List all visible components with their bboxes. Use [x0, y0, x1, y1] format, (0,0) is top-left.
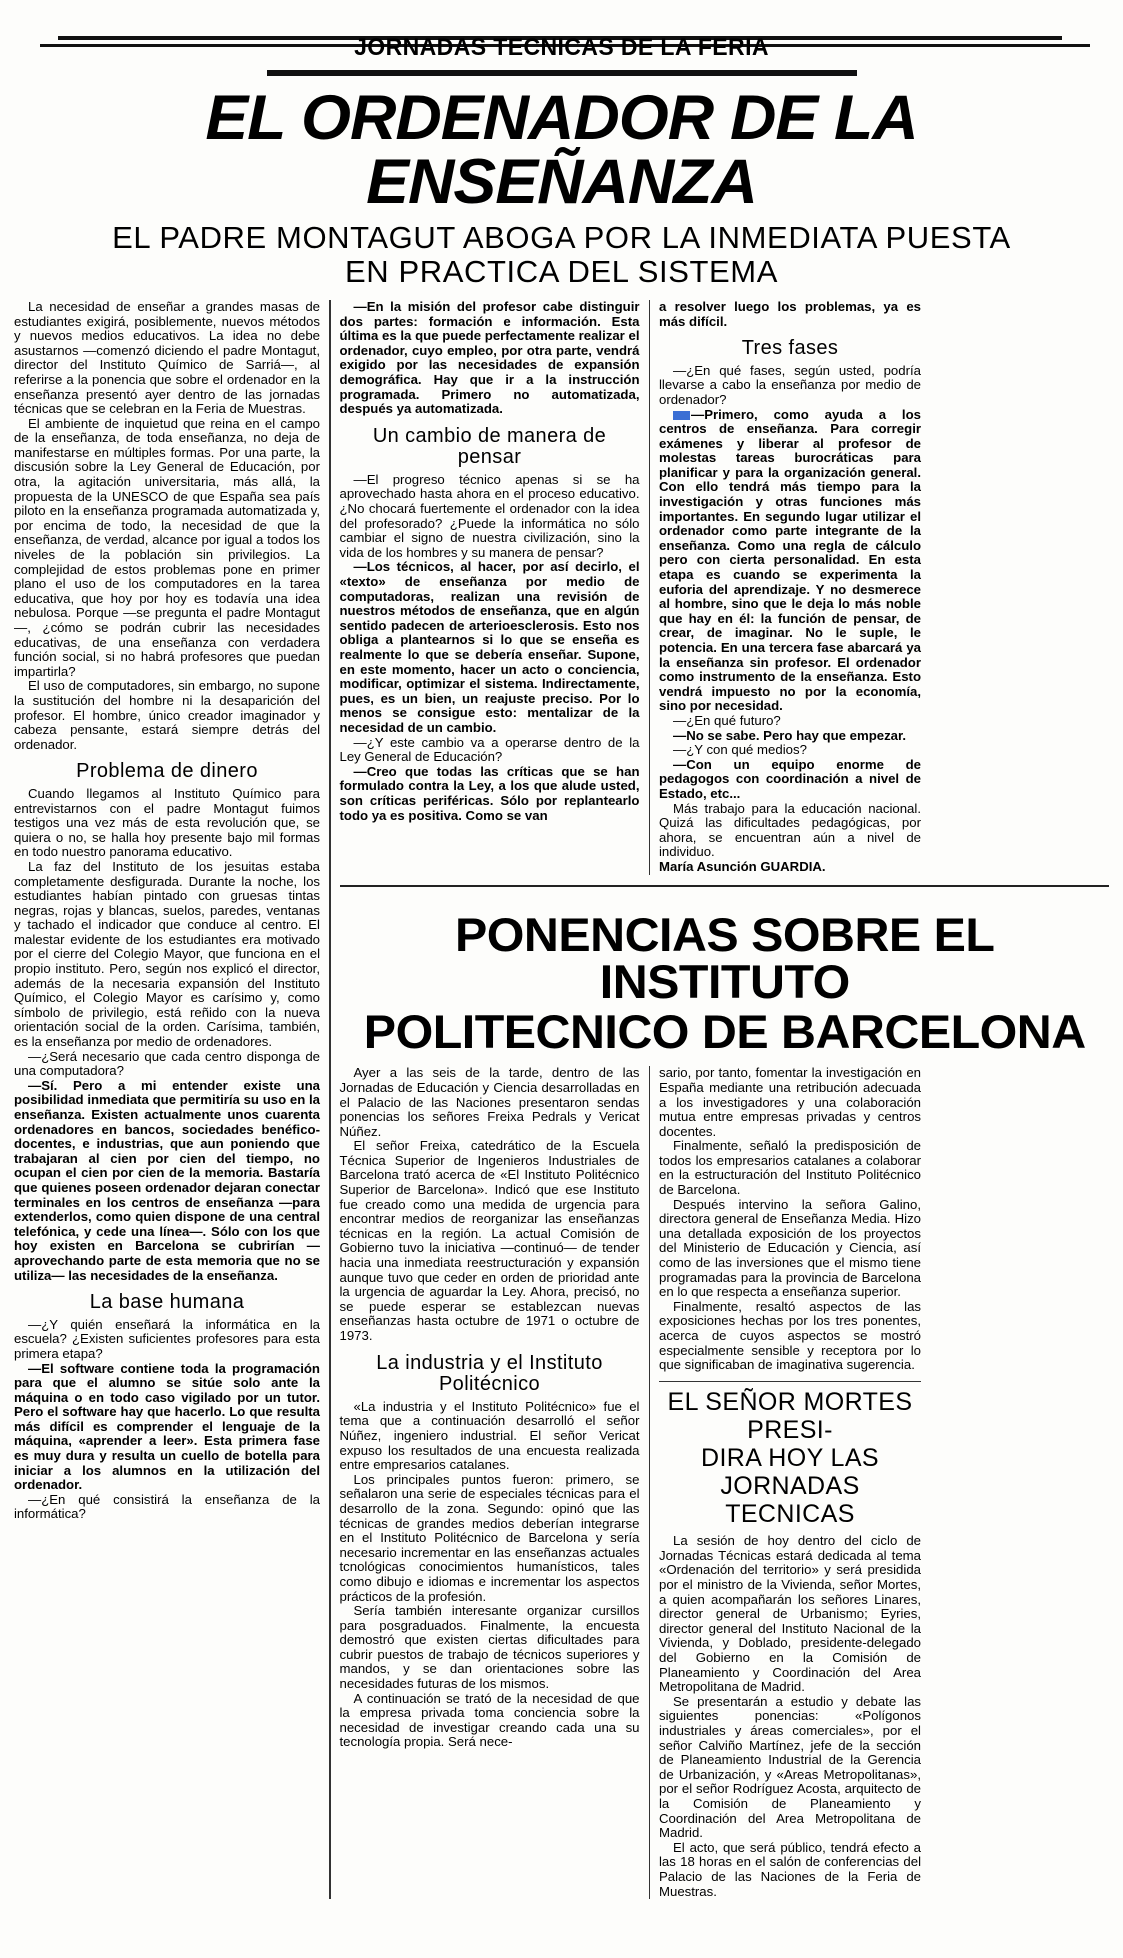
- para-a2b-p4: Finalmente, resaltó aspectos de las exposiciones hechas por los tres ponentes, acerca de cuyos aspectos se mostró especialmente sensible y receptora por lo que significaban de imaginativa sugerencia.: [659, 1298, 921, 1373]
- column-2: [340, 300, 640, 875]
- answer-c3-a8: —Con un equipo enorme de pedagogos con coordinación a nivel de Estado, etc...: [659, 756, 921, 801]
- column-rule-1: [329, 300, 331, 1899]
- para-a3-p2: Se presentarán a estudio y debate las siguientes ponencias: «Polígonos industriales y áreas comerciales», por el señor Calviño Martínez, jefe de la sección de Planeamiento Industrial de la Gerencia de Urbanización, y «Areas Metropolitanas», por el señor Rodríguez Acosta, arquitecto de la Comisión de Planeamiento y Coordinación del Area Metropolitana de Madrid.: [659, 1693, 921, 1841]
- kicker-headline: JORNADAS TECNICAS DE LA FERIA: [354, 34, 769, 61]
- para-c1-p2: El ambiente de inquietud que reina en el campo de la enseñanza, de toda enseñanza, no deja de manifestarse en múltiples formas. Por una parte, la discusión sobre la Ley General de Educación, por otra, la agitación universitaria, más allá, la propuesta de la UNESCO de que España sea país piloto en la enseñanza programada automatizada y, por encima de todo, la necesidad de que la enseñanza, de verdad, alcance por igual a todos los niveles de la población sin privilegios. La complejidad de estos problemas pone en primer plano el uso de los computadores en la tarea educativa, que hoy por hoy es todavía una idea nebulosa. Porque —se pregunta el padre Montagut—, ¿cómo se podrán cubrir las necesidades educativas, de una enseñanza con verdadera función social, si no habrá profesores que puedan impartirla?: [14, 415, 320, 679]
- para-a2b-p2: Finalmente, señaló la predisposición de todos los empresarios catalanes a colaborar en la estructuración del Instituto Politécnico de Barcelona.: [659, 1138, 921, 1198]
- column-rule-2: [649, 300, 651, 875]
- article2-headline-line-2: POLITECNICO DE BARCELONA: [363, 1005, 1086, 1059]
- question-c1-q3: —¿En qué consistirá la enseñanza de la informática?: [14, 1491, 320, 1522]
- answer-c2-a3: —En la misión del profesor cabe distinguir dos partes: formación e información. Esta última es la que puede perfectamente realizar el ordenador, cuyo empleo, por otra parte, vendrá exigido por las necesidades de expansión demográfica. Hay que ir a la instrucción programada. Primero no automatizada, después ya automatizada.: [339, 298, 640, 417]
- column-3: [659, 300, 921, 875]
- para-a3-p3: El acto, que será público, tendrá efecto a las 18 horas en el salón de conferencias del Palacio de las Naciones de la Feria de Muestras.: [659, 1839, 921, 1899]
- main-headline: EL ORDENADOR DE LA ENSEÑANZA: [205, 83, 918, 218]
- article3-headline-block: [659, 1388, 921, 1528]
- newspaper-page: [0, 34, 1123, 1958]
- article2-headline-block: [340, 895, 1110, 1059]
- heading-tres-fases: Tres fases: [741, 337, 839, 360]
- question-c3-q7: —¿En qué futuro?: [673, 712, 781, 728]
- heading-problema-de-dinero: Problema de dinero: [76, 760, 258, 783]
- question-c1-q2: —¿Y quién enseñará la informática en la escuela? ¿Existen suficientes profesores para esta primera etapa?: [14, 1316, 320, 1361]
- subhead-line-2: EN PRACTICA DEL SISTEMA: [345, 254, 778, 290]
- answer-c3-a5-cont: a resolver luego los problemas, ya es más difícil.: [659, 298, 921, 329]
- answer-c1-a2: —El software contiene toda la programación para que el alumno se sitúe solo ante la máquina o en todo caso vigilado por un tutor. Pero el software hay que hacerlo. Lo que resulta más difícil es comprender el lenguaje de la máquina, «aprender a leer». Esta primera fase es muy dura y resulta un cuello de botella para iniciar a los alumnos en la utilización del ordenador.: [14, 1360, 320, 1493]
- heading-un-cambio-de-manera-de-pensar: Un cambio de manera de pensar: [372, 424, 607, 469]
- article2-headline-line-1: PONENCIAS SOBRE EL INSTITUTO: [454, 907, 994, 1009]
- para-a2a-p4: Los principales puntos fueron: primero, se señalaron una serie de especiales técnicas para el desarrollo de la zona. Segundo: opinó que las técnicas de grandes medios deberían integrarse en el Instituto Politécnico de Barcelona y sería necesario incrementar en las enseñanzas actuales tcnológicas conocimientos humanísticos, tales como dibujo e idiomas e incrementar los aspectos prácticos de la profesión.: [339, 1471, 640, 1604]
- para-a2a-p5: Sería también interesante organizar cursillos para posgraduados. Finalmente, la encuesta demostró que existen ciertas dificultades para cubrir puestos de trabajo de técnicos superiores y mandos, y se dan orientaciones sobre las necesidades futuras de los mismos.: [339, 1603, 640, 1692]
- para-c1-p1: La necesidad de enseñar a grandes masas de estudiantes exigirá, posiblemente, nuevos métodos y nuevos medios educativos. La idea no debe asustarnos —comenzó diciendo el padre Montagut, director del Instituto Químico de Sarriá—, al referirse a la ponencia que sobre el ordenador en la enseñanza presentó ayer dentro de las jornadas técnicas que se celebran en la Feria de Muestras.: [14, 298, 320, 417]
- blue-highlight-mark: [673, 411, 690, 420]
- question-c2-q4: —El progreso técnico apenas si se ha aprovechado hasta ahora en el proceso educativo. ¿No chocará fuertemente el ordenador con la idea del profesorado? ¿Puede la informática no sólo cambiar el signo de nuestra civilización, sino la vida de los hombres y su manera de pensar?: [339, 471, 640, 560]
- kicker-rule: [267, 70, 857, 76]
- question-c3-q6: —¿En qué fases, según usted, podría llevarse a cabo la enseñanza por medio de ordenador?: [659, 362, 921, 407]
- para-a2b-p3: Después intervino la señora Galino, directora general de Enseñanza Media. Hizo una detallada exposición de los proyectos del Ministerio de Educación y Ciencia, así como de las inversiones que el mismo tiene programadas para la provincia de Barcelona en lo que respecta a enseñanza superior.: [659, 1196, 921, 1300]
- para-a2a-p1: Ayer a las seis de la tarde, dentro de las Jornadas de Educación y Ciencia desarrolladas en el Palacio de las Naciones presentaron sendas ponencias los señores Freixa Pedrals y Vericat Núñez.: [339, 1065, 640, 1139]
- answer-c2-a5: —Creo que todas las críticas que se han formulado contra la Ley, a los que alude usted, son críticas periféricas. Sólo por replantearlo todo ya es positiva. Como se van: [339, 763, 640, 823]
- question-c2-q5: —¿Y este cambio va a operarse dentro de la Ley General de Educación?: [339, 734, 640, 765]
- byline-guardia: María Asunción GUARDIA.: [659, 858, 826, 874]
- article-divider-1: [340, 885, 1110, 887]
- para-c1-p5: La faz del Instituto de los jesuitas estaba completamente desfigurada. Durante la noche, los estudiantes habían pintado con gruesas tintas negras, rojas y blancas, suelos, paredes, ventanas y tachado el indicador que conduce al centro. El malestar evidente de los estudiantes era motivado por el cierre del Colegio Mayor, que funciona en el propio instituto. Pero, según nos explicó el director, además de la necesaria expansión del Instituto Químico, el Colegio Mayor es carísimo y, como símbolo de privilegio, está reñido con la nueva orientación social de la orden. Carísima, también, es la enseñanza por medio de ordenadores.: [14, 858, 320, 1050]
- heading-industria-instituto: La industria y el Instituto: [376, 1351, 603, 1374]
- column-rule-3: [649, 1066, 651, 1899]
- para-a2a-p2: El señor Freixa, catedrático de la Escuela Técnica Superior de Ingenieros Industriales de Barcelona trató acerca de «El Instituto Politécnico Superior de Barcelona». Indicó que ese Instituto fue creado como una medida de urgencia para encontrar medios de reorganizar las enseñanzas técnicas en la región. La actual Comisión de Gobierno tuvo la iniciativa —continuó— de tender hacia una inmediata reestructuración y expansión aunque tuvo que ceder en orden de prioridad ante la urgencia de aguardar la Ley. Ahora, precisó, no se puede esperar se establezcan nuevas enseñanzas hasta octubre de 1971 o octubre de 1973.: [339, 1138, 640, 1343]
- answer-c3-a7: —No se sabe. Pero hay que empezar.: [673, 727, 907, 743]
- para-a3-p1: La sesión de hoy dentro del ciclo de Jornadas Técnicas estará dedicada al tema «Ordenación del territorio» y será presidida por el ministro de la Vivienda, señor Mortes, a quien acompañarán los señores Linares, director general de Urbanismo; Eyries, director general del Instituto Nacional de la Vivienda, y Doblado, presidente-delegado del Gobierno en la Comisión de Planeamiento y Coordinación del Area Metropolitana de Madrid.: [659, 1533, 921, 1695]
- para-c1-p4: Cuando llegamos al Instituto Químico para entrevistarnos con el padre Montagut fuimos testigos una vez más de esta revolución que, se quiera o no, se halla hoy presente bajo mil formas en todo nuestro panorama educativo.: [14, 785, 320, 860]
- para-a2a-p3: «La industria y el Instituto Politécnico» fue el tema que a continuación desarrolló el señor Núñez, ingeniero industrial. El señor Vericat expuso los resultados de una encuesta realizada entre empresarios catalanes.: [339, 1398, 640, 1473]
- article3-headline-line-1: EL SEÑOR MORTES PRESI-: [667, 1388, 913, 1445]
- article2-column-b: [659, 1066, 921, 1899]
- article2-column-a: [340, 1066, 640, 1899]
- article3-headline-line-2: DIRA HOY LAS JORNADAS: [700, 1444, 880, 1501]
- answer-c3-a6-text: —Primero, como ayuda a los centros de enseñanza. Para corregir exámenes y liberar al profesor de molestas tareas burocráticas para planificar y para la organización general. Con ello tendrá más tiempo para la investigación y otras funciones más importantes. En segundo lugar utilizar el ordenador como parte integrante de la enseñanza. Como una regla de cálculo pero con cierta personalidad. En esta etapa es cuando se experimenta la euforia del aprendizaje. Y no desmerece al hombre, sino que le deja lo más noble que hay en él: la función de pensar, de crear, de imaginar. No le suple, le potencia. En una tercera fase abarcará ya la enseñanza sin profesor. El ordenador como instrumento de la enseñanza. Esto vendrá impuesto no por la economía, sino por necesidad.: [659, 406, 921, 714]
- para-a2a-p6: A continuación se trató de la necesidad de que la empresa privada toma conciencia sobre la necesidad de investigar creando cada una su tecnología propia. Será nece-: [339, 1690, 640, 1750]
- question-c3-q8: —¿Y con qué medios?: [673, 742, 807, 758]
- answer-c3-a6: [659, 408, 921, 714]
- para-a2b-p1: sario, por tanto, fomentar la investigación en España mediante una retribución adecuada a los investigadores y una colaboración mutua entre empresas privadas y centros docentes.: [659, 1065, 921, 1139]
- heading-industria-instituto-2: Politécnico: [438, 1373, 541, 1396]
- article3-headline-line-3: TECNICAS: [725, 1500, 855, 1529]
- heading-la-base-humana: La base humana: [89, 1291, 245, 1314]
- para-c1-p3: El uso de computadores, sin embargo, no supone la sustitución del hombre ni la desaparición del profesor. El hombre, único creador imaginador y cabeza pensante, estará siempre detrás del ordenador.: [14, 678, 320, 752]
- answer-c2-a4: —Los técnicos, al hacer, por así decirlo, el «texto» de enseñanza por medio de computadoras, realizan una revisión de nuestros métodos de enseñanza, que en algún sentido padecen de arterioesclerosis. Esto nos obliga a plantearnos si lo que se enseña es realmente lo que se debería enseñar. Supone, en este momento, hacer un acto o conciencia, modificar, optimizar el sistema. Indirectamente, pues, es un bien, un reajuste preciso. Por lo menos se consigue esto: mentalizar de la necesidad de un cambio.: [339, 559, 640, 735]
- para-c3-end: Más trabajo para la educación nacional. Quizá las dificultades pedagógicas, por ahora, se encuentran aún a nivel de individuo.: [659, 800, 921, 860]
- answer-c1-a1: —Sí. Pero a mi entender existe una posibilidad inmediata que permitiría su uso en la enseñanza. Existen actualmente unos cuarenta ordenadores en bancos, sociedades benéfico-docentes, e industrias, que aun poniendo que trabajaran al cien por cien del tiempo, no ocupan el cien por cien de la memoria. Bastaría que quienes poseen ordenador dejaran conectar terminales en los centros de enseñanza —para extenderlos, como quien dispone de una central telefónica, y cede una línea—. Sólo con los que hoy existen en Barcelona se cubrirían —aprovechando parte de esta memoria que no se utiliza— las necesidades de la enseñanza.: [14, 1077, 320, 1283]
- column-1: [14, 300, 320, 1899]
- subhead-line-1: EL PADRE MONTAGUT ABOGA POR LA INMEDIATA PUESTA: [112, 219, 1011, 255]
- article-divider-2: [659, 1381, 921, 1383]
- question-c1-q1: —¿Será necesario que cada centro disponga de una computadora?: [14, 1048, 320, 1079]
